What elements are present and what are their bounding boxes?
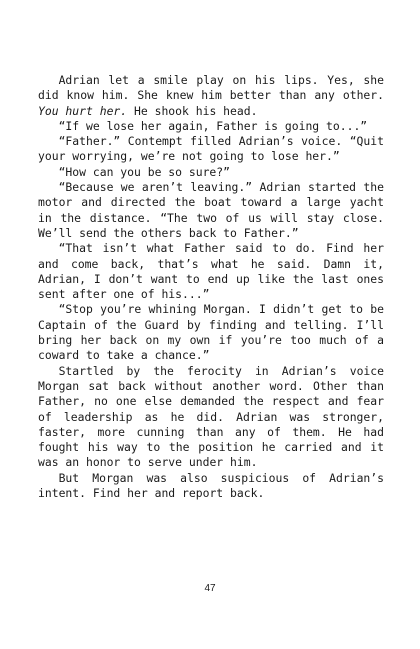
- paragraph-4: “How can you be so sure?”: [58, 164, 231, 179]
- paragraph-1-text-b: He shook his head.: [127, 103, 258, 118]
- paragraph-1: [38, 73, 384, 119]
- page-number: 47: [204, 583, 216, 594]
- paragraph-8: Startled by the ferocity in Adrian’s voice Morgan sat back without another word. Other than Father, no one else demanded the respect and fear of leadership as he did. Adrian was stronger, faster, more cunning than any of them. He had fought his way to the position he carried and it was an honor to serve under him.: [38, 363, 384, 470]
- body-text: [38, 73, 384, 501]
- paragraph-7: “Stop you’re whining Morgan. I didn’t get to be Captain of the Guard by finding and telling. I’ll bring her back on my own if you’re too much of a coward to take a chance.”: [38, 302, 384, 363]
- italic-phrase: You hurt her.: [38, 103, 128, 118]
- paragraph-2: “If we lose her again, Father is going to...”: [58, 118, 368, 133]
- paragraph-3: “Father.” Contempt filled Adrian’s voice. “Quit your worrying, we’re not going to lose her.”: [38, 134, 384, 164]
- paragraph-9: But Morgan was also suspicious of Adrian’s intent. Find her and report back.: [38, 470, 384, 501]
- paragraph-5: “Because we aren’t leaving.” Adrian started the motor and directed the boat toward a large yacht in the distance. “The two of us will stay close. We’ll send the others back to Father.”: [38, 180, 384, 240]
- paragraph-1-text-a: Adrian let a smile play on his lips. Yes, she did know him. She knew him better than any other.: [38, 73, 384, 103]
- paragraph-6: “That isn’t what Father said to do. Find her and come back, that’s what he said. Damn it, Adrian, I don’t want to end up like the last ones sent after one of his...”: [38, 241, 384, 302]
